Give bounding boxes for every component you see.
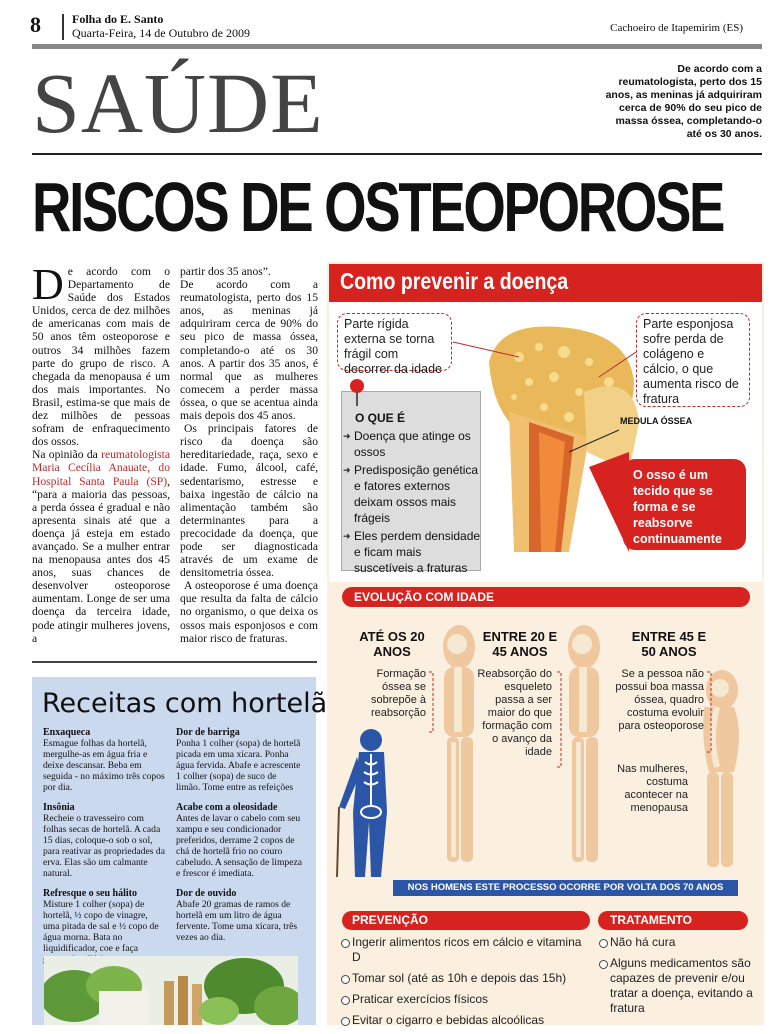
- recipe-text: Recheie o travesseiro com folhas secas de hortelã. A cada 15 dias, coloque-o sob o sol, para reativar as propriedades da erva. Elas são um calmante natural.: [43, 813, 165, 879]
- recipe-text: Antes de lavar o cabelo com seu xampu e seu condicionador preferidos, derrame 2 copos de chá de hortelã frio no couro cabeludo. A sensação de limpeza e frescor é imediata.: [176, 813, 303, 879]
- article-column-1: [32, 260, 170, 645]
- recipe-text: Ponha 1 colher (sopa) de hortelã picada em uma xícara. Ponha água fervida. Abafe e acrescente 1 colher (sopa) de suco de limão. Tome entre as refeições: [176, 738, 301, 793]
- recipes-column-b: [176, 727, 302, 952]
- what-is-item: ➜ Predisposição genética e fatores externos deixam ossos mais frágeis: [341, 462, 481, 526]
- recipe-title: Insônia: [43, 802, 75, 813]
- article-paragraph: e acordo com o Departamento de Saúde dos Estados Unidos, cerca de dez milhões de americanas com mais de 50 anos têm osteoporose e outros 34 milhões fazem parte do grupo de risco. A chegada da menopausa é um dos mais importantes. No Brasil, estima-se que mais de dez milhões de pessoas sofram de enfraquecimento dos ossos.: [32, 265, 170, 449]
- recipe-text: Misture 1 colher (sopa) de hortelã, ½ copo de vinagre, uma pitada de sal e ½ copo de água morna. Bata no liquidificador, coe e faça: [43, 899, 159, 954]
- article-column-2: [180, 265, 318, 645]
- pushpin-icon: [347, 378, 367, 408]
- section-title: SAÚDE: [32, 55, 324, 151]
- recipe-item: [43, 727, 166, 793]
- treatment-title: TRATAMENTO: [610, 913, 692, 927]
- recipe-title: Enxaqueca: [43, 727, 91, 738]
- edition-city: Cachoeiro de Itapemirim (ES): [610, 22, 743, 34]
- recipe-text: Abafe 20 gramas de ramos de hortelã em um litro de água fervente. Tome uma xícara, três vezes ao dia.: [176, 899, 298, 943]
- recipe-title: Dor de ouvido: [176, 888, 237, 899]
- article-text: , “para a maioria das pessoas, a perda óssea é gradual e não apresenta sinais até que a doença já esteja em estado avançado. Se a mulher entrar na menopausa antes dos 45 anos, suas chances de desenvolver osteoporose aumentam. Longe de ser uma doença da terceira idade, pode atingir mulheres jovens, a: [32, 474, 170, 645]
- recipe-item: [176, 802, 302, 879]
- article-paragraph: Os principais fatores de risco da doença são hereditariedade, raça, sexo e idade. Fumo, álcool, café, sedentarismo, estresse e baixa ingestão de cálcio na alimentação também são determinantes para a precocidade da doença, que pode ser diagnosticada através de um exame de densitometria óssea.: [180, 422, 318, 580]
- recipe-item: [176, 888, 302, 943]
- recipe-item: [176, 727, 302, 793]
- recipe-title: Dor de barriga: [176, 727, 240, 738]
- recipe-title: Acabe com a oleosidade: [176, 802, 278, 813]
- article-paragraph: A osteoporose é uma doença que resulta da falta de cálcio no organismo, o que deixa os ossos mais esponjosos e com maior risco de fraturas.: [180, 579, 318, 645]
- age-3-women-text: Nas mulheres, costuma acontecer na menopausa: [617, 763, 688, 814]
- section-rule: [32, 153, 762, 155]
- prevention-item: Evitar o cigarro e bebidas alcoólicas: [340, 1013, 590, 1028]
- newspaper-name: Folha do E. Santo: [72, 12, 164, 26]
- recipe-title: Refresque o seu hálito: [43, 888, 137, 899]
- what-is-list: [341, 428, 481, 578]
- prevention-title: PREVENÇÃO: [352, 913, 429, 927]
- headline: RISCOS DE OSTEOPOROSE: [32, 168, 724, 246]
- prevention-list: [340, 935, 590, 1034]
- recipes-title: Receitas com hortelã: [42, 688, 328, 719]
- age-group-2: ENTRE 20 E 45 ANOS: [482, 629, 558, 659]
- source-highlight: reumatologista Maria Cecília Anauate, do Hospital Santa Paula (SP): [32, 448, 170, 488]
- mint-photo: [44, 956, 298, 1025]
- what-is-item: ➜ Doença que atinge os ossos: [341, 428, 481, 460]
- recipes-column-a: [43, 727, 166, 974]
- issue-date: Quarta-Feira, 14 de Outubro de 2009: [72, 26, 250, 40]
- header-rule: [32, 44, 762, 49]
- treatment-item: Não há cura: [598, 935, 753, 950]
- men-note: NOS HOMENS ESTE PROCESSO OCORRE POR VOLTA DOS 70 ANOS: [407, 882, 724, 893]
- treatment-list: [598, 935, 753, 1022]
- page-number: 8: [30, 12, 41, 37]
- age-3-text: Se a pessoa não possui boa massa óssea, quadro costuma evoluir para osteoporose: [615, 668, 704, 732]
- age-1-text: Formação óssea se sobrepõe à reabsorção: [370, 668, 426, 719]
- age-group-3: ENTRE 45 E 50 ANOS: [631, 629, 707, 659]
- pull-quote: De acordo com a reumatologista, perto dos 15 anos, as meninas já adquiriram cerca de 90% do seu pico de massa óssea, completando-o até os 30 anos.: [605, 63, 762, 140]
- label-bone-marrow: MEDULA ÓSSEA: [620, 416, 693, 426]
- article-paragraph: partir dos 35 anos”.: [180, 265, 271, 278]
- infographic-title: Como prevenir a doença: [340, 268, 569, 294]
- prevention-item: Tomar sol (até as 10h e depois das 15h): [340, 971, 590, 986]
- label-spongy-bone: Parte esponjosa sofre perda de colágeno e cálcio, o que aumenta risco de fratura: [636, 313, 750, 407]
- what-is-title: O QUE É: [355, 411, 406, 425]
- bone-tissue-callout: O osso é um tecido que se forma e se reabsorve continuamente: [623, 459, 746, 550]
- drop-cap: D: [32, 260, 64, 309]
- age-2-text: Reabsorção do esqueleto passa a ser maior do que formação com o avanço da idade: [477, 668, 552, 758]
- header-divider: [62, 14, 64, 40]
- article-text: Na opinião da: [32, 448, 102, 462]
- article-paragraph: De acordo com a reumatologista, perto dos 15 anos, as meninas já adquiriram cerca de 90% do seu pico de massa óssea, completando-o até os 30 anos. A partir dos 35 anos, é normal que as mulheres comecem a perder massa óssea, o que se acentua ainda mais depois dos 45 anos.: [180, 278, 318, 423]
- prevention-item: Praticar exercícios físicos: [340, 992, 590, 1007]
- label-outer-bone: Parte rígida externa se torna frágil com decorrer da idade: [337, 313, 452, 371]
- evolution-title: EVOLUÇÃO COM IDADE: [354, 590, 495, 604]
- what-is-item: ➜ Eles perdem densidade e ficam mais suscetíveis a fraturas: [341, 528, 481, 576]
- prevention-item: Ingerir alimentos ricos em cálcio e vitamina D: [340, 935, 590, 965]
- recipe-text: Esmague folhas da hortelã, mergulhe-as em água fria e deixe descansar. Beba em seguida - no máximo três copos por dia.: [43, 738, 165, 793]
- recipe-item: [43, 888, 166, 965]
- treatment-item: Alguns medicamentos são capazes de prevenir e/ou tratar a doença, evitando a fratura: [598, 956, 753, 1016]
- recipe-item: [43, 802, 166, 879]
- age-group-1: ATÉ OS 20 ANOS: [359, 629, 425, 659]
- article-rule: [32, 661, 317, 663]
